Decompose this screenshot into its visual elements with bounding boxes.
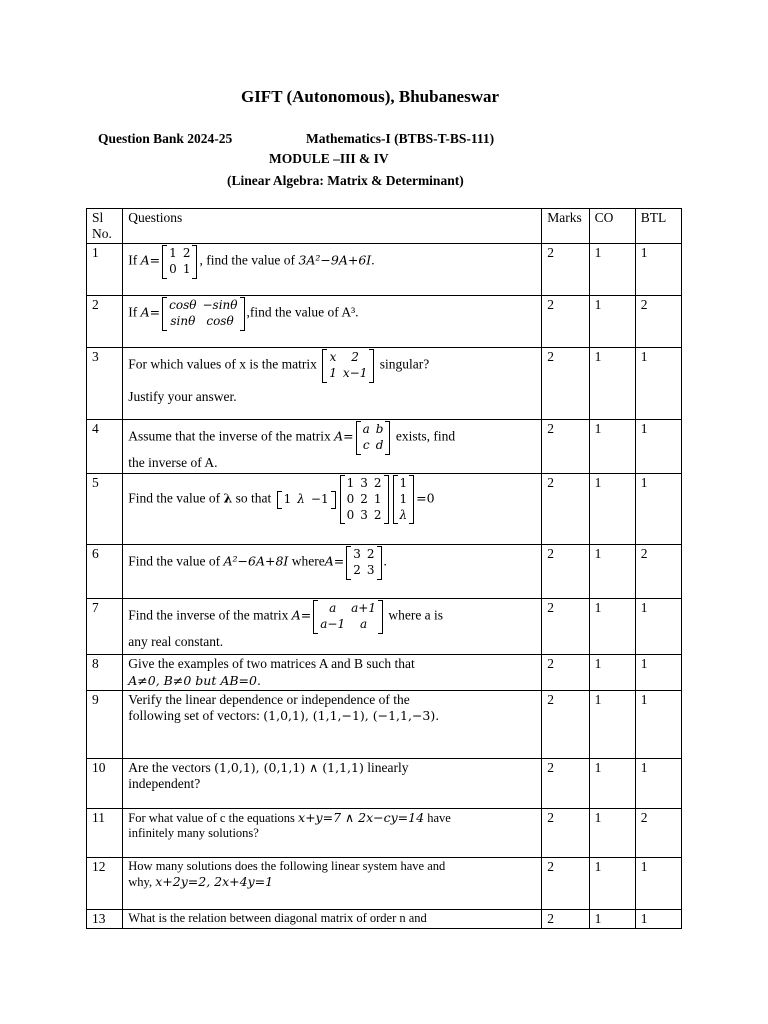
matrix-entry: x−1 [342,365,368,380]
sl-number: 7 [87,599,123,655]
btl: 1 [635,909,681,928]
matrix-entry: 2 [353,562,361,577]
marks: 2 [542,690,589,758]
table-row [87,474,682,545]
question-cell [123,655,542,690]
matrix-entry: 1 [399,476,408,491]
btl: 1 [635,655,681,690]
subject-label: Mathematics-I (BTBS-T-BS-111) [306,131,495,146]
table-row [87,758,682,808]
matrix-entry: 0 [169,261,177,276]
matrix-entry: a−1 [320,616,346,631]
co: 1 [589,808,635,857]
q-text: What is the relation between diagonal matrix of order n and [128,910,427,925]
co: 1 [589,599,635,655]
sl-number: 4 [87,420,123,474]
q-text: Find the inverse of the matrix [128,608,289,624]
co: 1 [589,296,635,348]
q-text: ,find the value of A³. [246,305,359,321]
matrix-entry: a [359,616,368,631]
matrix [356,421,391,454]
q-text: Are the vectors [128,759,211,775]
matrix-entry: λ [297,491,305,506]
table-row [87,808,682,857]
matrix-entry: 2 [373,476,382,491]
marks: 2 [542,545,589,599]
q-text: Give the examples of two matrices A and B such that [128,656,415,672]
matrix-entry: 3 [353,547,361,562]
matrix [340,475,389,524]
marks: 2 [542,808,589,857]
matrix-entry: cosθ [169,298,197,313]
marks: 2 [542,244,589,296]
q-text: Justify your answer. [128,388,237,404]
marks: 2 [542,348,589,420]
matrix-entry: 2 [366,547,375,562]
sl-number: 3 [87,348,123,420]
q-text: . [383,554,387,570]
q-text: Assume that the inverse of the matrix [128,429,331,445]
question-bank-label: Question Bank 2024-25 [98,131,233,146]
matrix-entry: 1 [169,246,177,261]
q-text: Verify the linear dependence or independence of the [128,691,410,707]
q-math: 3A²−9A+6I [298,253,372,269]
q-text: If [128,253,138,269]
table-row [87,420,682,474]
marks: 2 [542,599,589,655]
table-row [87,348,682,420]
matrix-entry: 2 [373,507,382,522]
sl-number: 11 [87,808,123,857]
question-cell [123,348,542,420]
matrix-entry: c [362,437,370,452]
q-text: following set of vectors: [128,707,260,723]
q-text: , find the value of [199,253,296,269]
matrix-entry: λ [399,507,408,522]
sl-number: 12 [87,857,123,909]
marks: 2 [542,909,589,928]
matrix-entry: a [362,422,370,437]
co: 1 [589,545,635,599]
btl: 2 [635,808,681,857]
question-cell [123,420,542,474]
marks: 2 [542,420,589,474]
q-text: where [291,554,325,570]
btl: 1 [635,599,681,655]
q-math: A≠0, B≠0 but AB=0. [128,672,261,688]
matrix [346,546,381,579]
q-math: A= [140,305,161,321]
question-cell [123,808,542,857]
sl-number: 9 [87,690,123,758]
question-table [86,208,682,929]
btl: 1 [635,857,681,909]
table-row [87,655,682,690]
sl-number: 1 [87,244,123,296]
btl: 1 [635,690,681,758]
question-cell [123,296,542,348]
matrix-entry: 1 [283,491,292,506]
btl: 1 [635,474,681,545]
q-text: For which values of x is the matrix [128,357,317,373]
q-text: have [427,810,451,825]
q-math: (1,0,1), (0,1,1) ∧ (1,1,1) [214,759,364,775]
sl-number: 2 [87,296,123,348]
co: 1 [589,474,635,545]
matrix-entry: a+1 [351,601,376,616]
co: 1 [589,420,635,474]
marks: 2 [542,296,589,348]
q-math: =0 [416,490,435,506]
table-row [87,545,682,599]
btl: 1 [635,348,681,420]
matrix [162,297,244,330]
q-text: the inverse of A. [128,454,218,470]
q-math: A²−6A+8I [223,554,289,570]
header-sl: Sl No. [87,209,123,244]
co: 1 [589,857,635,909]
table-row [87,857,682,909]
matrix [162,245,197,278]
header-marks: Marks [542,209,589,244]
q-math: A= [140,253,161,269]
matrix-entry: 1 [329,365,337,380]
sl-number: 5 [87,474,123,545]
co: 1 [589,244,635,296]
sl-number: 13 [87,909,123,928]
q-text: For what value of c the equations [128,810,295,825]
q-text: where a is [388,608,444,624]
btl: 2 [635,296,681,348]
btl: 1 [635,420,681,474]
question-cell [123,545,542,599]
matrix-entry: sinθ [170,313,196,328]
q-math: x+2y=2, 2x+4y=1 [155,873,274,889]
question-cell [123,690,542,758]
marks: 2 [542,857,589,909]
matrix-entry: 0 [346,491,355,506]
q-text: why, [128,874,153,889]
matrix-entry: −1 [310,491,329,506]
matrix-entry: 1 [373,491,382,506]
q-text: Find the value of [128,490,221,506]
marks: 2 [542,758,589,808]
marks: 2 [542,655,589,690]
q-math: (1,0,1), (1,1,−1), (−1,1,−3). [263,707,440,723]
header-btl: BTL [635,209,681,244]
q-text: How many solutions does the following linear system have and [128,858,446,873]
matrix [313,600,383,633]
sl-number: 8 [87,655,123,690]
matrix-entry: 1 [182,261,191,276]
matrix-entry: 3 [360,507,368,522]
co: 1 [589,758,635,808]
matrix-entry: x [329,350,337,365]
matrix-entry: 2 [360,491,368,506]
matrix-entry: 1 [346,476,355,491]
matrix-entry: 3 [360,476,368,491]
btl: 2 [635,545,681,599]
q-math: A= [334,429,354,445]
q-text: singular? [379,357,430,373]
q-text: so that [235,490,272,506]
q-text: If [128,305,138,321]
table-row [87,599,682,655]
co: 1 [589,655,635,690]
question-cell [123,244,542,296]
column-vector [393,475,415,524]
institution-title: GIFT (Autonomous), Bhubaneswar [240,87,500,106]
matrix-entry: 2 [351,350,359,365]
row-vector [277,491,336,509]
q-text: linearly [367,759,409,775]
q-text: Find the value of [128,554,221,570]
matrix-entry: 1 [399,491,408,506]
matrix-entry: −sinθ [202,298,238,313]
matrix-entry: d [375,437,384,452]
q-math: A= [324,554,345,570]
q-text: . [371,253,375,269]
co: 1 [589,690,635,758]
table-row [87,690,682,758]
topic-label: (Linear Algebra: Matrix & Determinant) [227,173,464,188]
co: 1 [589,909,635,928]
matrix-entry: cosθ [206,313,234,328]
question-cell [123,758,542,808]
matrix-entry: 2 [182,246,191,261]
sl-number: 10 [87,758,123,808]
q-text: independent? [128,775,201,791]
question-cell [123,857,542,909]
btl: 1 [635,758,681,808]
table-row [87,244,682,296]
header-questions: Questions [123,209,542,244]
q-text: exists, find [395,429,456,445]
lambda-symbol: λ [223,490,233,506]
matrix-entry: 0 [346,507,355,522]
header-co: CO [589,209,635,244]
marks: 2 [542,474,589,545]
question-cell [123,599,542,655]
co: 1 [589,348,635,420]
table-row [87,909,682,928]
module-label: MODULE –III & IV [269,151,389,166]
sl-number: 6 [87,545,123,599]
question-cell [123,909,542,928]
q-text: any real constant. [128,633,224,649]
q-math: A= [291,608,312,624]
question-cell [123,474,542,545]
matrix [322,349,374,382]
matrix-entry: 3 [366,562,375,577]
q-math: x+y=7 ∧ 2x−cy=14 [298,809,425,825]
q-text: infinitely many solutions? [128,825,259,840]
matrix-entry: b [375,422,384,437]
matrix-entry: a [329,601,337,616]
table-header-row [87,209,682,244]
btl: 1 [635,244,681,296]
table-row [87,296,682,348]
